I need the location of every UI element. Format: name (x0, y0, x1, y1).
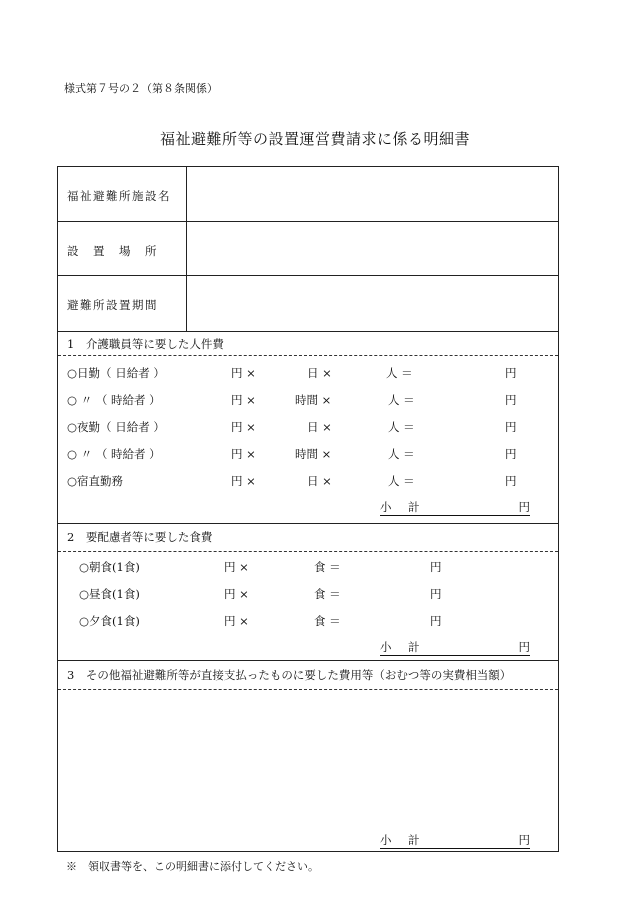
section1-subtotal (380, 499, 530, 516)
person-equals: 人 ＝ (388, 447, 415, 461)
subtotal-label-total: 計 (408, 500, 420, 514)
subtotal-yen: 円 (518, 500, 530, 514)
section2-heading: 2 要配慮者等に要した食費 (67, 530, 213, 544)
statement-table (57, 166, 559, 852)
subtotal-label-small: 小 (380, 833, 392, 847)
yen-result: 円 (505, 366, 517, 380)
unit-times: 時間 × (295, 393, 332, 407)
labor-item: ○ 〃 （ 時給者 ） (67, 447, 161, 461)
section-divider (58, 523, 558, 524)
meal-item: ○朝食(1食) (79, 560, 140, 574)
subtotal-label-total: 計 (408, 640, 420, 654)
person-equals: 人 ＝ (388, 474, 415, 488)
subtotal-label-small: 小 (380, 500, 392, 514)
yen-result: 円 (430, 560, 442, 574)
location-label: 設 置 場 所 (67, 244, 158, 258)
section-dashed-divider (58, 689, 558, 690)
form-reference: 様式第７号の２（第８条関係） (64, 82, 218, 95)
labor-item: ○夜勤（ 日給者 ） (67, 420, 165, 434)
section-dashed-divider (58, 551, 558, 552)
unit-times: 日 × (307, 420, 332, 434)
facility-name-label: 福祉避難所施設名 (67, 189, 171, 203)
meal-equals: 食 ＝ (314, 560, 341, 574)
unit-times: 日 × (307, 366, 332, 380)
labor-item: ○ 〃 （ 時給者 ） (67, 393, 161, 407)
section3-heading: 3 その他福祉避難所等が直接支払ったものに要した費用等（おむつ等の実費相当額） (67, 668, 512, 682)
yen-times: 円 × (224, 614, 249, 628)
row-divider (58, 221, 558, 222)
yen-result: 円 (430, 587, 442, 601)
subtotal-label-small: 小 (380, 640, 392, 654)
yen-times: 円 × (224, 587, 249, 601)
yen-result: 円 (430, 614, 442, 628)
label-column-divider (186, 167, 187, 331)
labor-item: ○日勤（ 日給者 ） (67, 366, 165, 380)
yen-times: 円 × (231, 474, 256, 488)
row-divider (58, 275, 558, 276)
person-equals: 人 ＝ (386, 366, 413, 380)
section-dashed-divider (58, 355, 558, 356)
unit-times: 日 × (307, 474, 332, 488)
person-equals: 人 ＝ (388, 393, 415, 407)
section-divider (58, 660, 558, 661)
row-divider (58, 331, 558, 332)
labor-item: ○宿直勤務 (67, 474, 124, 488)
yen-times: 円 × (231, 393, 256, 407)
section3-subtotal (380, 832, 530, 849)
document-title: 福祉避難所等の設置運営費請求に係る明細書 (159, 130, 470, 148)
subtotal-yen: 円 (518, 833, 530, 847)
yen-times: 円 × (231, 366, 256, 380)
footnote: ※ 領収書等を、この明細書に添付してください。 (66, 860, 319, 873)
person-equals: 人 ＝ (388, 420, 415, 434)
meal-equals: 食 ＝ (314, 614, 341, 628)
section2-subtotal (380, 639, 530, 656)
subtotal-label-total: 計 (408, 833, 420, 847)
meal-item: ○昼食(1食) (79, 587, 140, 601)
unit-times: 時間 × (295, 447, 332, 461)
subtotal-yen: 円 (518, 640, 530, 654)
yen-times: 円 × (231, 447, 256, 461)
yen-result: 円 (505, 447, 517, 461)
meal-equals: 食 ＝ (314, 587, 341, 601)
yen-result: 円 (505, 474, 517, 488)
yen-result: 円 (505, 393, 517, 407)
yen-result: 円 (505, 420, 517, 434)
meal-item: ○夕食(1食) (79, 614, 140, 628)
section1-heading: 1 介護職員等に要した人件費 (67, 337, 224, 351)
yen-times: 円 × (224, 560, 249, 574)
period-label: 避難所設置期間 (67, 298, 158, 312)
yen-times: 円 × (231, 420, 256, 434)
